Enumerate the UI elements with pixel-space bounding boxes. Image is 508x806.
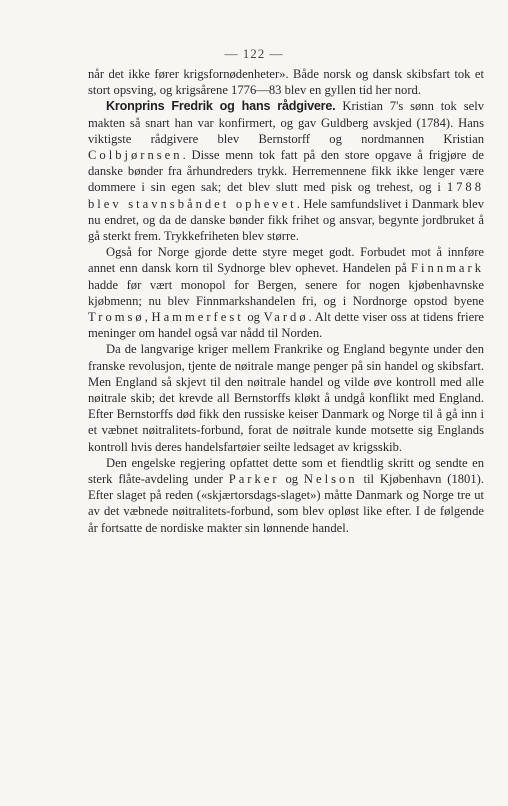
- section-heading: Kronprins Fredrik og hans rådgivere.: [106, 99, 336, 114]
- page-number: — 122 —: [224, 46, 284, 61]
- paragraph-5: [88, 455, 484, 536]
- name-colbjornsen: Colbjørnsen: [88, 148, 183, 163]
- place-tromso: Tromsø: [88, 310, 145, 325]
- paragraph-2: [88, 98, 484, 244]
- paragraph-3-text-e: . Alt dette viser oss at tidens friere meninger om handel også var nådd til Norden.: [88, 310, 484, 341]
- place-finnmark: Finnmark: [411, 261, 484, 276]
- paragraph-3-text-b: hadde før vært monopol for Bergen, senere for nogen kjøbenhavnske kjøbmenn; nu blev Finnmarkshandelen fri, og i Nordnorge opstod byene: [88, 277, 484, 308]
- paragraph-2-text-a: Kristian 7's sønn tok selv makten så snart han var konfirmert, og gav Guldberg avskjed (1784). Hans viktigste rådgivere blev Bernstorff og nordmannen Kristian: [88, 99, 484, 146]
- paragraph-2-text-c: . Hele samfundslivet i Danmark blev nu endret, og da de danske bønder fikk frihet og ansvar, begynte jordbruket å gå sterkt frem. Trykkefriheten blev større.: [88, 196, 484, 244]
- place-hammerfest: Hammerfest: [151, 310, 244, 325]
- paragraph-5-text-a: Den engelske regjering opfattet dette som et fiendtlig skritt og sendte en sterk flåte-avdeling under: [88, 455, 484, 487]
- paragraph-2-text-b: . Disse menn tok fatt på den store opgave å frigjøre de danske bønder fra århundreders trykk. Herremennene fikk ikke lenger være dommere i sin egen sak; det blev slutt med pisk og trehest, og i: [88, 148, 484, 195]
- paragraph-3-text-d: og: [243, 310, 264, 325]
- paragraph-4: [88, 341, 484, 454]
- paragraph-3-text-c: ,: [144, 310, 152, 325]
- paragraph-1-text: når det ikke fører krigsfornødenheter». Både norsk og dansk skibsfart tok et stort opsving, og krigsårene 1776—83 blev en gyllen tid her nord.: [88, 67, 484, 98]
- paragraph-1: [88, 66, 484, 98]
- body-text: [88, 66, 484, 536]
- paragraph-4-text: Da de langvarige kriger mellem Frankrike og England begynte under den franske revolusjon, tjente de nøitrale mange penger på sin handel og skibsfart. Men England så skjevt til den nøitrale handel og vilde øve kontroll med alle nøitrale skib; det krevde all Bernstorffs kløkt å undgå konflikt med England. Efter Bernstorffs død fikk den russiske keiser Danmark og Norge til å gå inn i et væbnet nøitralitets-forbund, forat de nøitrale kunde motsette sig Englands kontroll hvis deres handelsfartøier seilte ledsaget av krigsskib.: [88, 342, 484, 454]
- name-nelson: Nelson: [303, 472, 358, 487]
- spaced-phrase-stavnsbandet: 1788 blev stavnsbåndet ophevet: [88, 180, 484, 211]
- name-parker: Parker: [228, 472, 280, 487]
- place-vardo: Vardø: [263, 310, 309, 325]
- paragraph-5-text-c: til Kjøbenhavn (1801). Efter slaget på reden («skjærtorsdags-slaget») måtte Danmark og Norge tre ut av det væbnede nøitralitets-forbund, som blev opløst like efter. I de følgende år fortsatte de nordiske makter sin lønnende handel.: [88, 472, 484, 535]
- paragraph-3-text-a: Også for Norge gjorde dette styre meget godt. Forbudet mot å innføre annet enn dansk korn til Sydnorge blev ophevet. Handelen på: [88, 245, 484, 276]
- paragraph-5-text-b: og: [279, 472, 304, 487]
- paragraph-3: [88, 244, 484, 341]
